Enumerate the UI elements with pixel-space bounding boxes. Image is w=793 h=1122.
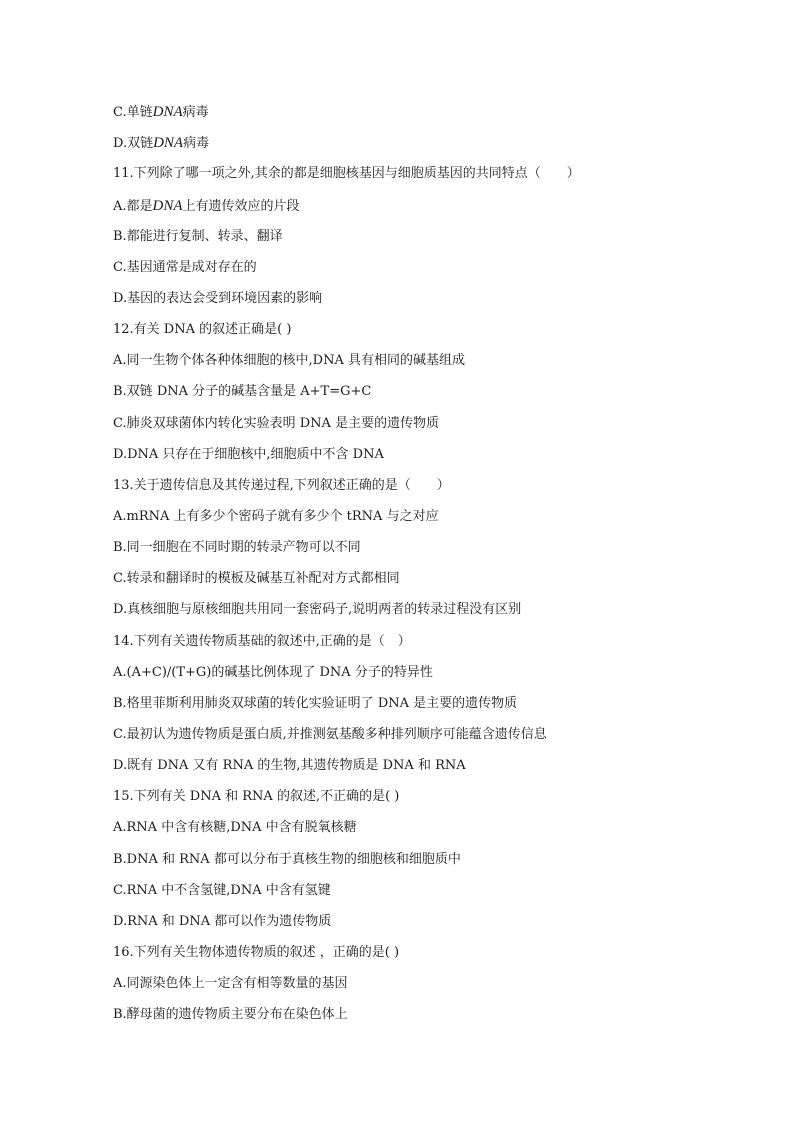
q10-option-d-prefix: D.双链: [113, 136, 154, 151]
q11-option-a-prefix: A.都是: [113, 199, 153, 214]
q12-option-c: C.肺炎双球菌体内转化实验表明 DNA 是主要的遗传物质: [113, 416, 440, 431]
q15-option-a: A.RNA 中含有核糖,DNA 中含有脱氧核糖: [113, 820, 357, 835]
q12-option-a: A.同一生物个体各种体细胞的核中,DNA 具有相同的碱基组成: [113, 353, 465, 368]
q14-option-a: A.(A+C)/(T+G)的碱基比例体现了 DNA 分子的特异性: [113, 665, 433, 680]
q16-stem: 16.下列有关生物体遗传物质的叙述 ，正确的是( ): [113, 945, 400, 960]
q11-option-d: D.基因的表达会受到环境因素的影响: [113, 291, 323, 306]
q10-option-d: [113, 134, 209, 153]
q14-stem: 14.下列有关遗传物质基础的叙述中,正确的是（ ）: [113, 634, 411, 649]
q14-option-c: C.最初认为遗传物质是蛋白质,并推测氨基酸多种排列顺序可能蕴含遗传信息: [113, 727, 547, 742]
q11-option-b: B.都能进行复制、转录、翻译: [113, 229, 283, 244]
q10-option-c-suffix: 病毒: [182, 105, 209, 120]
q15-option-d: D.RNA 和 DNA 都可以作为遗传物质: [113, 914, 332, 929]
q16-option-a: A.同源染色体上一定含有相等数量的基因: [113, 976, 348, 991]
q14-option-b: B.格里菲斯利用肺炎双球菌的转化实验证明了 DNA 是主要的遗传物质: [113, 696, 518, 711]
q11-option-a: [113, 197, 300, 216]
q11-option-a-term: DNA: [152, 198, 183, 214]
q12-option-d: D.DNA 只存在于细胞核中,细胞质中不含 DNA: [113, 447, 384, 462]
q10-option-d-term: DNA: [153, 135, 184, 151]
q15-stem: 15.下列有关 DNA 和 RNA 的叙述,不正确的是( ): [113, 789, 400, 804]
q11-option-a-suffix: 上有遗传效应的片段: [182, 199, 300, 214]
q12-stem: 12.有关 DNA 的叙述正确是( ): [113, 322, 292, 337]
q10-option-d-suffix: 病毒: [183, 136, 210, 151]
q13-option-a: A.mRNA 上有多少个密码子就有多少个 tRNA 与之对应: [113, 509, 439, 524]
q13-option-d: D.真核细胞与原核细胞共用同一套密码子,说明两者的转录过程没有区别: [113, 602, 522, 617]
q11-stem: 11.下列除了哪一项之外,其余的都是细胞核基因与细胞质基因的共同特点（ ）: [113, 166, 580, 181]
q14-option-d: D.既有 DNA 又有 RNA 的生物,其遗传物质是 DNA 和 RNA: [113, 758, 466, 773]
q10-option-c-prefix: C.单链: [113, 105, 153, 120]
q10-option-c-term: DNA: [152, 104, 183, 120]
q10-option-c: [113, 103, 209, 122]
q15-option-c: C.RNA 中不含氢键,DNA 中含有氢键: [113, 883, 331, 898]
q13-stem: 13.关于遗传信息及其传递过程,下列叙述正确的是（ ）: [113, 478, 450, 493]
q12-option-b: B.双链 DNA 分子的碱基含量是 A+T=G+C: [113, 384, 372, 399]
q13-option-b: B.同一细胞在不同时期的转录产物可以不同: [113, 540, 361, 555]
q15-option-b: B.DNA 和 RNA 都可以分布于真核生物的细胞核和细胞质中: [113, 852, 461, 867]
q13-option-c: C.转录和翻译时的模板及碱基互补配对方式都相同: [113, 571, 400, 586]
q16-option-b: B.酵母菌的遗传物质主要分布在染色体上: [113, 1007, 348, 1022]
q11-option-c: C.基因通常是成对存在的: [113, 260, 257, 275]
